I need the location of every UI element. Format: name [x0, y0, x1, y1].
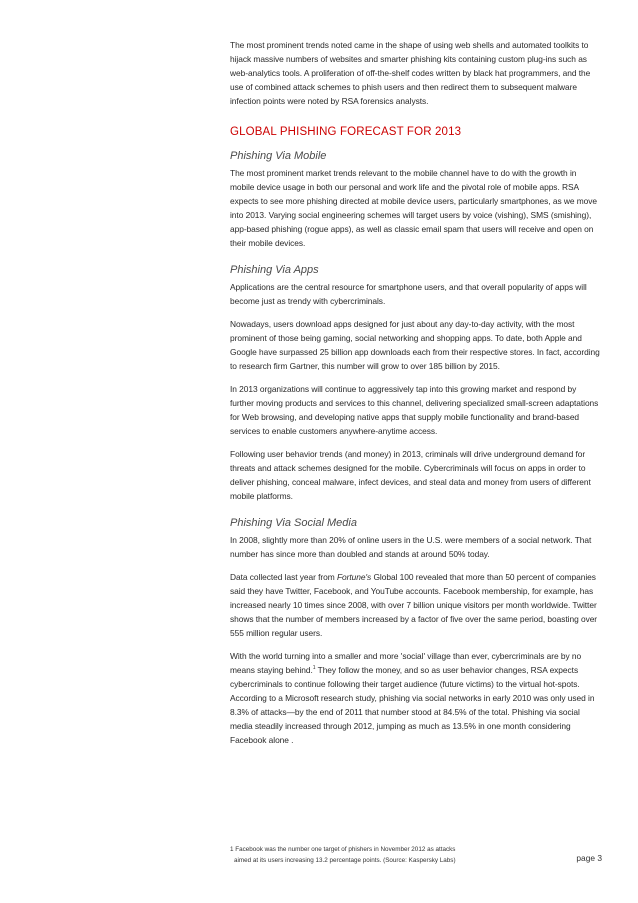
subheading-apps: Phishing Via Apps [230, 264, 319, 276]
footnote-line-2: aimed at its users increasing 13.2 percentage points. (Source: Kaspersky Labs) [234, 857, 456, 864]
apps-paragraph-1: Applications are the central resource for smartphone users, and that overall popularity of apps will become just as trendy with cybercriminals. [230, 282, 587, 306]
page-number: page 3 [576, 853, 602, 863]
mobile-paragraph-1: The most prominent market trends relevant to the mobile channel have to do with the growth in mobile device usage in both our personal and work life and the pivotal role of mobile apps. RSA expects to see more phishing directed at mobile device users, particularly smartphones, as we move into 2013. Varying social engineering schemes will target users by voice (vishing), SMS (smishing), app-based phishing (rogue apps), as well as classic email spam that users will receive and open on their mobile devices. [230, 168, 598, 248]
social-paragraph-1: In 2008, slightly more than 20% of online users in the U.S. were members of a social network. That number has since more than doubled and stands at around 50% today. [230, 535, 592, 559]
footnote [230, 844, 530, 866]
apps-paragraph-3: In 2013 organizations will continue to aggressively tap into this growing market and respond by further moving products and services to this channel, delivering specialized small-screen adaptations for Web browsing, and developing native apps that supply mobile functionality and brand-based services to enable customers anywhere-anytime access. [230, 384, 599, 436]
social-paragraph-2 [230, 570, 602, 640]
apps-paragraph-2: Nowadays, users download apps designed for just about any day-to-day activity, with the most prominent of those being gaming, social networking and shopping apps. To date, both Apple and Google have surpassed 25 billion app downloads each from their respective stores. In fact, according to research firm Gartner, this number will grow to over 185 billion by 2015. [230, 319, 600, 371]
footnote-line-1: 1 Facebook was the number one target of phishers in November 2012 as attacks [230, 846, 456, 853]
subheading-mobile: Phishing Via Mobile [230, 150, 327, 162]
social-paragraph-3 [230, 649, 602, 747]
social-p2-lead: Data collected last year from [230, 572, 337, 582]
social-p3-rest: They follow the money, and so as user behavior changes, RSA expects cybercriminals to continue following their target audience (future victims) to the virtual hot-spots. According to a Microsoft research study, phishing via social networks in early 2010 was only used in 8.3% of attacks—by the end of 2011 that number stood at 84.5% of the total. Phishing via social media steadily increased through 2012, jumping as much as 13.5% in one month considering Facebook alone . [230, 665, 595, 745]
fortune-italic: Fortune's [336, 572, 372, 582]
section-title: GLOBAL PHISHING FORECAST FOR 2013 [230, 126, 462, 138]
subheading-social-media: Phishing Via Social Media [230, 517, 357, 529]
social-p2-rest: Global 100 revealed that more than 50 percent of companies said they have Twitter, Facebook, and YouTube accounts. Facebook membership, for example, has increased nearly 10 times since 2008, with over 7 billion unique visitors per month worldwide. Twitter shows that the number of members increased by a factor of five over the same period, boasting over 555 million regular users. [230, 572, 598, 638]
intro-paragraph: The most prominent trends noted came in the shape of using web shells and automated toolkits to hijack massive numbers of websites and smarter phishing kits containing custom plug-ins such as web-analytics tools. A proliferation of off-the-shelf codes written by black hat programmers, and the use of combined attack schemes to phish users and then redirect them to subsequent malware infection points were noted by RSA forensics analysts. [230, 40, 591, 106]
main-content [230, 38, 602, 756]
apps-paragraph-4: Following user behavior trends (and money) in 2013, criminals will drive underground demand for threats and attack schemes designed for the mobile. Cybercriminals will focus on apps in order to deliver phishing, conceal malware, infect devices, and steal data and money from users of different mobile platforms. [230, 449, 591, 501]
social-p3-lead: With the world turning into a smaller and more 'social' village than ever, cybercriminals are by no means staying behind. [230, 651, 582, 675]
footnote-reference: 1 [312, 665, 316, 672]
